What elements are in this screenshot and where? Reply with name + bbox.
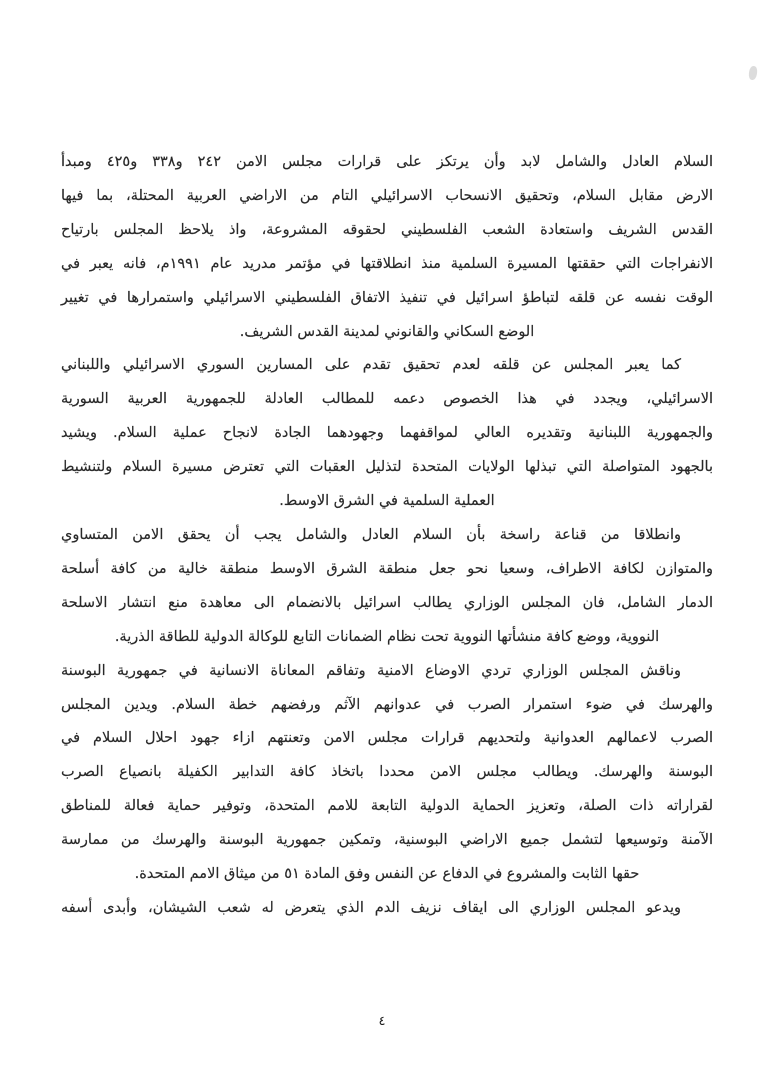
text-line: لقراراته ذات الصلة، وتعزيز الحماية الدولية التابعة للامم المتحدة، وتوفير حماية فعالة للمناطق <box>61 798 713 815</box>
text-line: الوضع السكاني والقانوني لمدينة القدس الشريف. <box>239 323 535 340</box>
text-line: بالجهود المتواصلة التي تبذلها الولايات المتحدة لتذليل العقبات التي تعترض مسيرة السلام ولتنشيط <box>61 459 713 476</box>
document-text-block <box>61 146 713 926</box>
text-line: وانطلاقا من قناعة راسخة بأن السلام العادل والشامل يجب أن يحقق الامن المتساوي <box>61 526 681 543</box>
paragraph-3 <box>61 519 713 655</box>
paragraph-5 <box>61 892 713 926</box>
text-line: الدمار الشامل، فان المجلس الوزاري يطالب اسرائيل بالانضمام الى معاهدة منع انتشار الاسلحة <box>61 594 713 611</box>
text-line: والجمهورية اللبنانية وتقديره العالي لمواقفهما وجهودهما الجادة لانجاح عملية السلام. ويشيد <box>61 425 713 442</box>
text-line: الارض مقابل السلام، وتحقيق الانسحاب الاسرائيلي التام من الاراضي العربية المحتلة، بما فيها <box>61 187 713 204</box>
text-line: العملية السلمية في الشرق الاوسط. <box>279 493 495 510</box>
text-line: الصرب لاعمالهم العدوانية ولتحديهم قرارات مجلس الامن وتعنتهم ازاء جهود احلال السلام في <box>61 730 713 747</box>
text-line: القدس الشريف واستعادة الشعب الفلسطيني لحقوقه المشروعة، واذ يلاحظ المجلس بارتياح <box>61 221 713 238</box>
paragraph-1 <box>61 146 713 349</box>
page-number: ٤ <box>378 1014 386 1029</box>
scan-smudge-artifact <box>748 66 758 81</box>
text-line: والمتوازن لكافة الاطراف، وسعيا نحو جعل منطقة الشرق الاوسط منطقة خالية من كافة أسلحة <box>61 560 713 577</box>
text-line: الوقت نفسه عن قلقه لتباطؤ اسرائيل في تنفيذ الاتفاق الفلسطيني الاسرائيلي واستمرارها في تغيير <box>61 289 713 306</box>
text-line: الاسرائيلي، ويجدد في هذا الخصوص دعمه للمطالب العادلة للجمهورية العربية السورية <box>61 391 713 408</box>
paragraph-4 <box>61 655 713 892</box>
text-line: النووية، ووضع كافة منشأتها النووية تحت نظام الضمانات التابع للوكالة الدولية للطاقة الذرية. <box>114 628 660 645</box>
text-line: والهرسك في ضوء استمرار الصرب في عدوانهم الآثم ورفضهم خطة السلام. ويدين المجلس <box>61 696 713 713</box>
text-line: كما يعبر المجلس عن قلقه لعدم تحقيق تقدم على المسارين السوري الاسرائيلي واللبناني <box>61 357 681 374</box>
paragraph-2 <box>61 349 713 519</box>
text-line: وناقش المجلس الوزاري تردي الاوضاع الامنية وتفاقم المعاناة الانسانية في جمهورية البوسنة <box>61 662 681 679</box>
text-line: السلام العادل والشامل لابد وأن يرتكز على قرارات مجلس الامن ٢٤٢ و٣٣٨ و٤٢٥ ومبدأ <box>61 154 713 170</box>
text-line: البوسنة والهرسك. ويطالب مجلس الامن محددا باتخاذ كافة التدابير الكفيلة بانصياع الصرب <box>61 764 713 781</box>
text-line: الانفراجات التي حققتها المسيرة السلمية منذ انطلاقتها في مؤتمر مدريد عام ١٩٩١م، فانه يعبر في <box>61 255 713 272</box>
text-line: ويدعو المجلس الوزاري الى ايقاف نزيف الدم الذي يتعرض له شعب الشيشان، وأبدى أسفه <box>61 899 681 916</box>
text-line: الآمنة وتوسيعها لتشمل جميع الاراضي البوسنية، وتمكين جمهورية البوسنة والهرسك من ممارسة <box>61 832 713 849</box>
text-line: حقها الثابت والمشروع في الدفاع عن النفس وفق المادة ٥١ من ميثاق الامم المتحدة. <box>134 866 640 883</box>
